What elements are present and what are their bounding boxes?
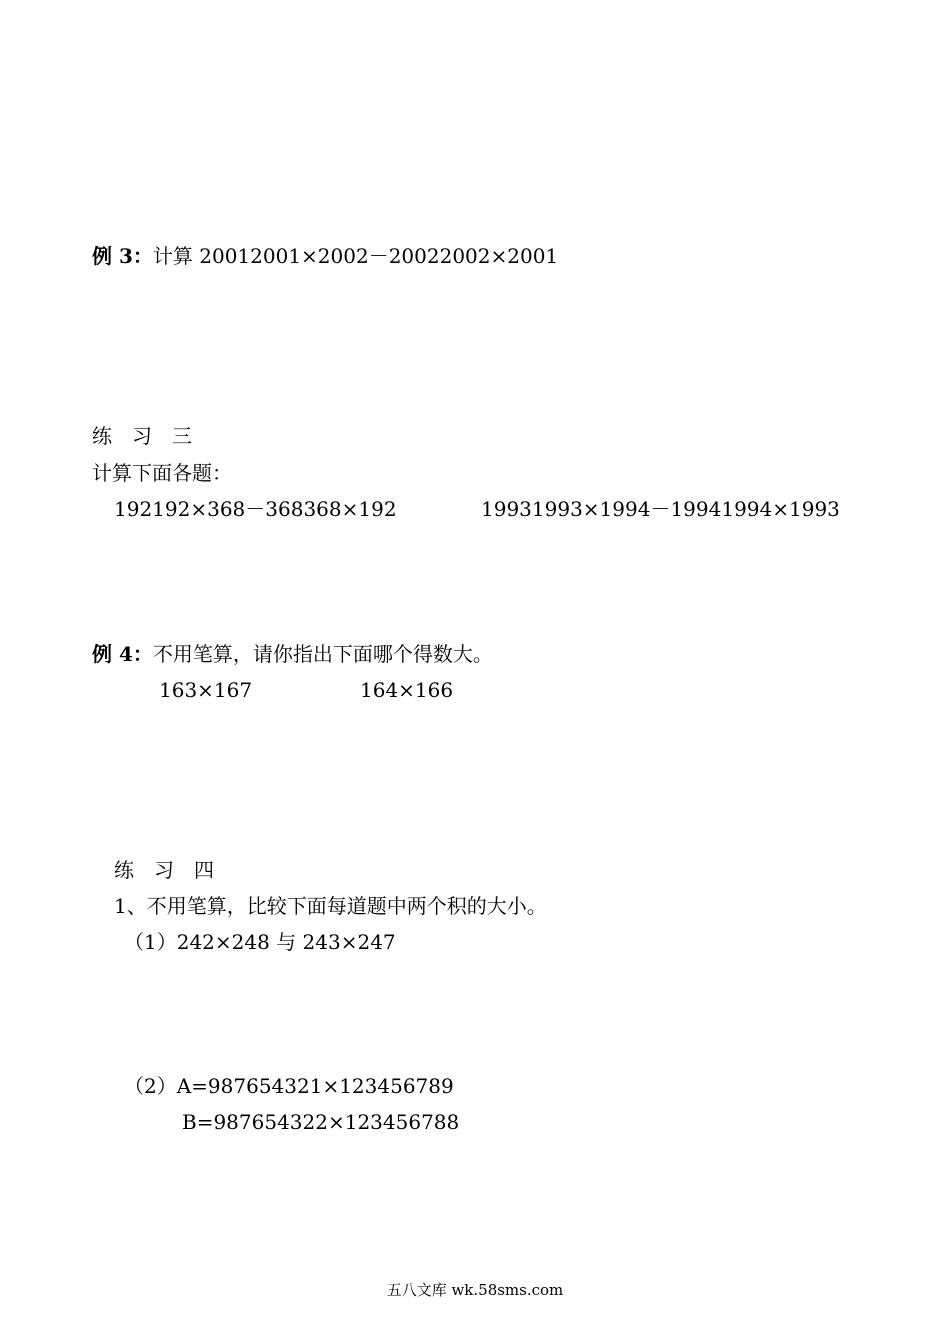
practice-3-problem-2: 19931993×1994－19941994×1993 (481, 497, 840, 521)
example-3-text: 计算 20012001×2002－20022002×2001 (152, 244, 559, 268)
example-4 (92, 642, 493, 666)
practice-4-question-1: 1、不用笔算，比较下面每道题中两个积的大小。 (114, 894, 547, 918)
practice-3-instruction: 计算下面各题： (92, 461, 232, 485)
practice-3-problem-1: 192192×368－368368×192 (114, 497, 397, 521)
example-4-label: 例 4： (92, 642, 153, 666)
footer-watermark: 五八文库 wk.58sms.com (386, 1281, 564, 1299)
example-4-expression-1: 163×167 (159, 678, 253, 702)
example-3-label: 例 3： (92, 244, 153, 268)
example-4-text: 不用笔算，请你指出下面哪个得数大。 (152, 642, 493, 666)
practice-4-heading: 练 习 四 (114, 858, 214, 882)
practice-4-part-2-a: （2）A=987654321×123456789 (124, 1074, 454, 1098)
practice-4-part-1: （1）242×248 与 243×247 (124, 930, 396, 954)
practice-3-heading: 练 习 三 (92, 424, 192, 448)
practice-4-part-2-b: B=987654322×123456788 (182, 1110, 460, 1134)
example-4-expression-2: 164×166 (360, 678, 454, 702)
example-3 (92, 244, 558, 268)
